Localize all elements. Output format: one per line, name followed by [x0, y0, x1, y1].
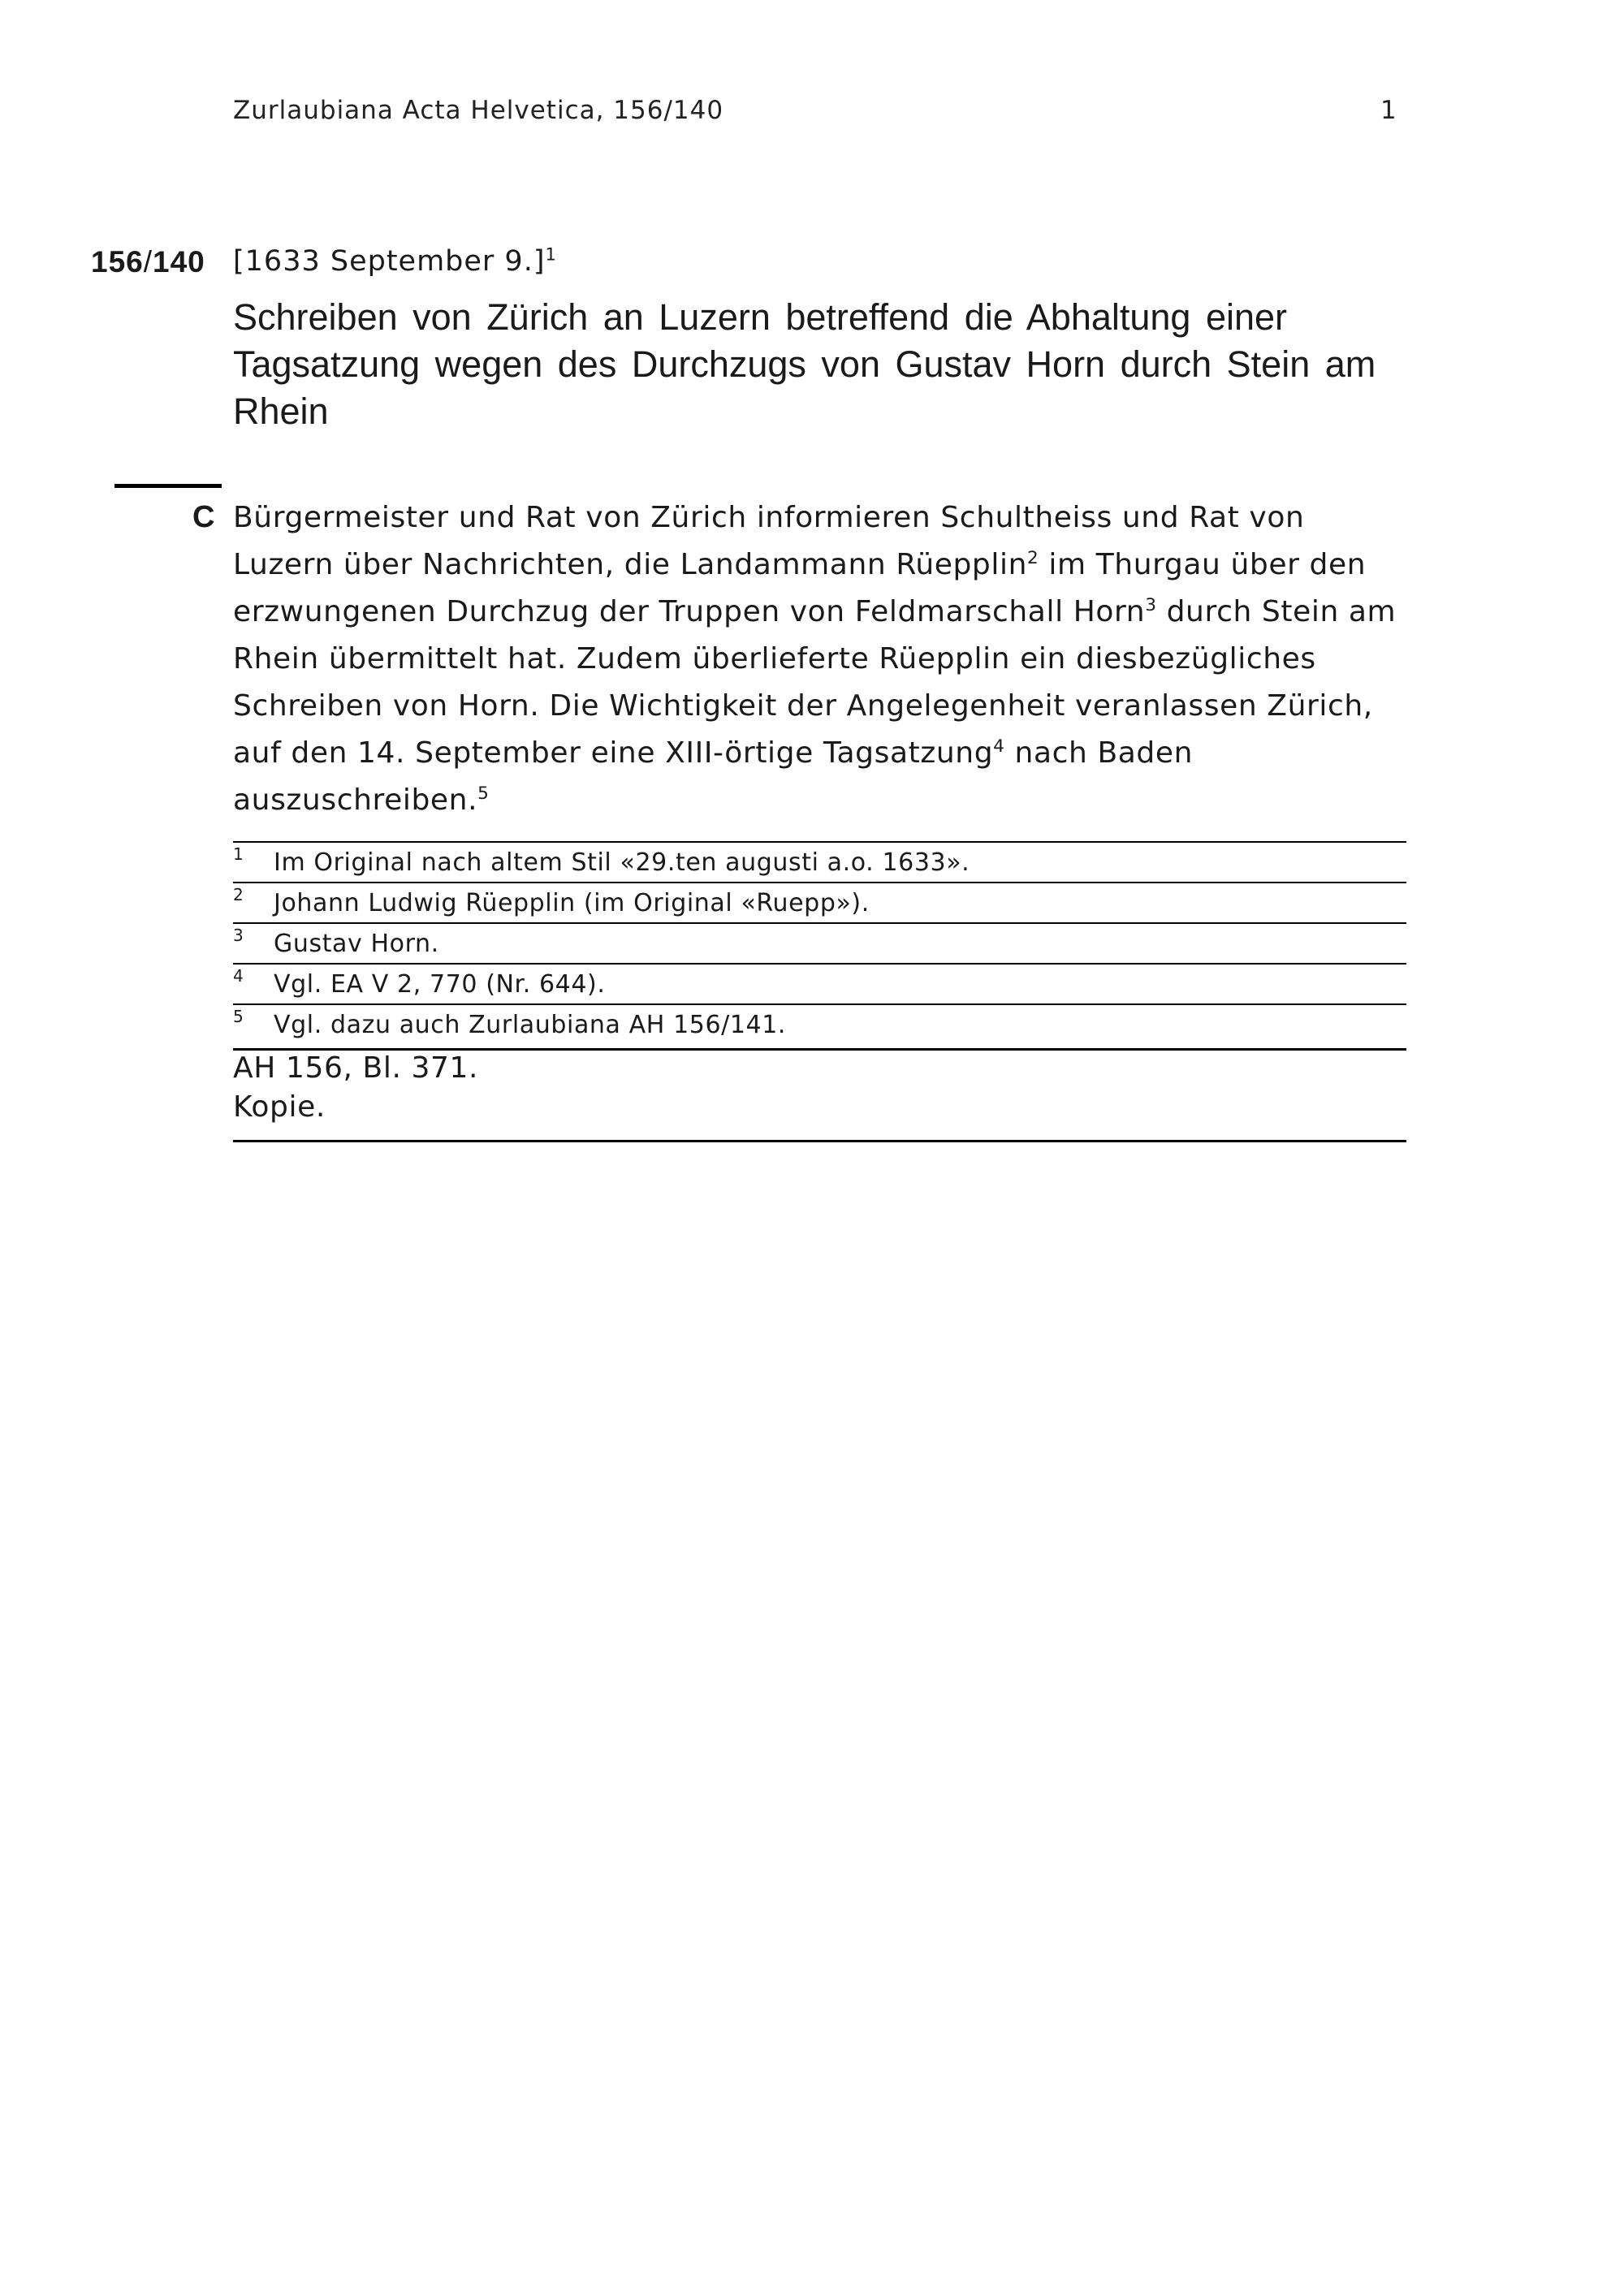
footnote-item: [233, 883, 1406, 924]
number-separator: /: [143, 245, 153, 278]
footnote-list: [233, 841, 1406, 1051]
volume-number: 156: [91, 245, 144, 278]
footnote-number: 3: [233, 926, 244, 945]
document-title: Schreiben von Zürich an Luzern betreffend die Abhaltung einer Tagsatzung wegen des Durchzugs von Gustav Horn durch Stein am Rhein: [233, 296, 1376, 432]
footnote-number: 1: [233, 844, 244, 864]
footnote-text: Johann Ludwig Rüepplin (im Original «Ruepp»).: [274, 889, 870, 917]
footnote-item: [233, 924, 1406, 965]
regest-paragraph: [233, 494, 1406, 824]
footnote-text: Im Original nach altem Stil «29.ten augusti a.o. 1633».: [274, 848, 970, 877]
running-head: Zurlaubiana Acta Helvetica, 156/140: [233, 96, 724, 125]
document-date: [233, 245, 557, 278]
footnote-number: 4: [233, 966, 244, 986]
footnote-text: Vgl. dazu auch Zurlaubiana AH 156/141.: [274, 1011, 787, 1039]
date-text: [1633 September 9.]: [233, 245, 546, 278]
footnote-item: [233, 965, 1406, 1005]
section-marker-rule: [114, 484, 222, 488]
regest-text: Bürgermeister und Rat von Zürich informieren Schultheiss und Rat von Luzern über Nachrichten, die Landammann Rüepplin: [233, 501, 1305, 581]
footnote-item: [233, 1005, 1406, 1051]
regest-text: im Thurgau über den erzwungenen Durchzug der Truppen von Feldmarschall Horn: [233, 548, 1367, 628]
footnote-number: 5: [233, 1007, 244, 1026]
footnote-ref-1: 1: [545, 244, 557, 265]
item-number: 140: [153, 245, 205, 278]
footnote-ref-3: 3: [1145, 595, 1157, 615]
source-letter: C: [192, 500, 215, 534]
footnote-ref-4: 4: [993, 736, 1005, 757]
source-block: [233, 1049, 1406, 1142]
page-number: 1: [1380, 96, 1397, 125]
footnote-ref-2: 2: [1027, 548, 1039, 568]
footnote-text: Vgl. EA V 2, 770 (Nr. 644).: [274, 970, 606, 999]
source-type: Kopie.: [233, 1090, 326, 1124]
source-reference: AH 156, Bl. 371.: [233, 1051, 479, 1085]
footnote-text: Gustav Horn.: [274, 930, 439, 958]
regest-text: nach Baden auszuschreiben.: [233, 736, 1194, 817]
footnote-ref-5: 5: [477, 783, 490, 804]
footnote-number: 2: [233, 885, 244, 904]
regest-text: durch Stein am Rhein übermittelt hat. Zudem überlieferte Rüepplin ein diesbezügliches Schreiben von Horn. Die Wichtigkeit der Angelegenheit veranlassen Zürich, auf den 14. September eine XIII-örtige Tagsatzung: [233, 595, 1397, 770]
footnote-item: [233, 843, 1406, 883]
document-number: [91, 245, 205, 279]
